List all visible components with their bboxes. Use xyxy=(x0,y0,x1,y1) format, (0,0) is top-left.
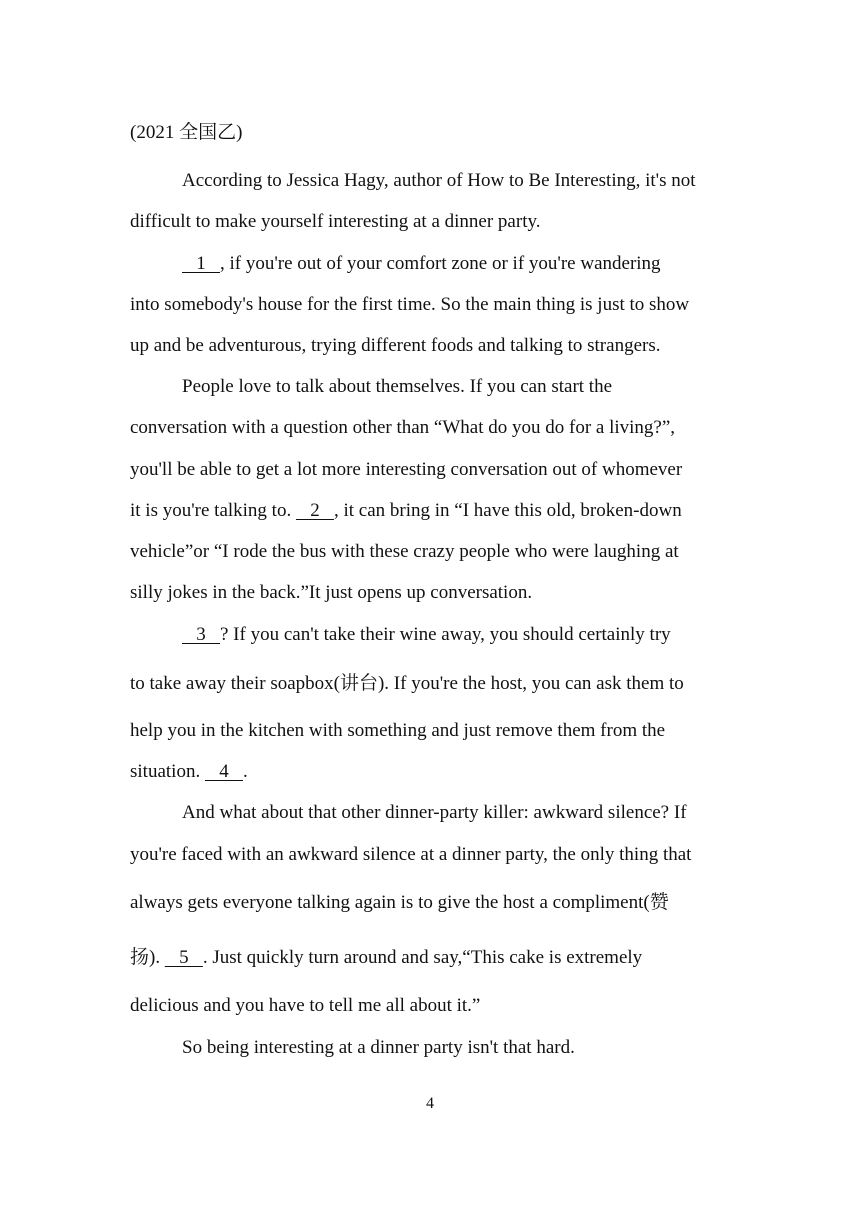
paragraph-4-text-1: ? If you can't take their wine away, you should certainly try xyxy=(220,624,671,645)
paragraph-1-line-2: difficult to make yourself interesting at a dinner party. xyxy=(130,211,541,232)
paragraph-4-line-4 xyxy=(130,760,248,784)
paragraph-5-line-3: always gets everyone talking again is to give the host a compliment(赞 xyxy=(130,892,669,913)
blank-4[interactable]: 4 xyxy=(204,761,243,782)
source-label: (2021 全国乙) xyxy=(130,122,243,143)
paragraph-2-line-1 xyxy=(182,252,661,276)
blank-3[interactable]: 3 xyxy=(182,624,220,645)
paragraph-3-line-6: silly jokes in the back.”It just opens up conversation. xyxy=(130,582,533,603)
paragraph-3-text-4: it is you're talking to. xyxy=(130,500,296,521)
paragraph-2-line-3: up and be adventurous, trying different foods and talking to strangers. xyxy=(130,335,661,356)
paragraph-4-line-2: to take away their soapbox(讲台). If you're the host, you can ask them to xyxy=(130,673,684,694)
paragraph-2-line-2: into somebody's house for the first time. So the main thing is just to show xyxy=(130,294,690,315)
paragraph-4-text-4b: . xyxy=(242,761,248,782)
paragraph-5-line-4 xyxy=(130,946,642,970)
paragraph-3-line-4 xyxy=(130,499,682,523)
blank-1[interactable]: 1 xyxy=(182,253,220,274)
paragraph-4-line-3: help you in the kitchen with something and just remove them from the xyxy=(130,720,666,741)
paragraph-5-text-4b: . Just quickly turn around and say,“This cake is extremely xyxy=(202,947,643,968)
paragraph-5-text-4: 扬). xyxy=(130,947,165,968)
paragraph-3-line-2: conversation with a question other than “What do you do for a living?”, xyxy=(130,417,676,438)
blank-5[interactable]: 5 xyxy=(164,947,203,968)
paragraph-3-text-4b: , it can bring in “I have this old, broken-down xyxy=(333,500,682,521)
paragraph-1-line-1: According to Jessica Hagy, author of How to Be Interesting, it's not xyxy=(182,170,696,191)
paragraph-5-line-1: And what about that other dinner-party killer: awkward silence? If xyxy=(182,802,687,823)
paragraph-2-text-1: , if you're out of your comfort zone or if you're wandering xyxy=(220,253,661,274)
page-number: 4 xyxy=(426,1095,434,1112)
blank-2[interactable]: 2 xyxy=(295,500,334,521)
paragraph-3-line-5: vehicle”or “I rode the bus with these crazy people who were laughing at xyxy=(130,541,679,562)
paragraph-4-text-4: situation. xyxy=(130,761,205,782)
paragraph-3-line-1: People love to talk about themselves. If you can start the xyxy=(182,376,613,397)
paragraph-4-line-1 xyxy=(182,623,671,647)
paragraph-5-line-5: delicious and you have to tell me all about it.” xyxy=(130,995,481,1016)
paragraph-3-line-3: you'll be able to get a lot more interesting conversation out of whomever xyxy=(130,459,683,480)
paragraph-6-line-1: So being interesting at a dinner party isn't that hard. xyxy=(182,1037,575,1058)
paragraph-5-line-2: you're faced with an awkward silence at a dinner party, the only thing that xyxy=(130,844,692,865)
